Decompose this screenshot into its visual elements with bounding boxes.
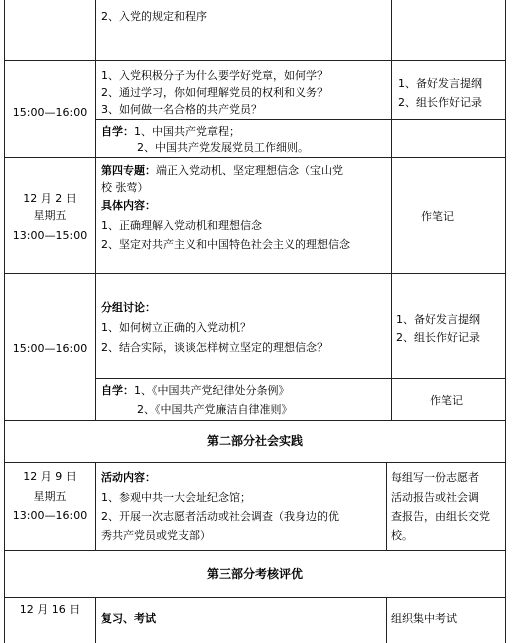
- border-left: [4, 0, 5, 643]
- row-line-2: [4, 157, 506, 158]
- row5-content-line-1: 1、参观中共一大会址纪念馆；: [101, 491, 251, 504]
- row5-subtitle: 活动内容：: [101, 471, 156, 484]
- row3-topic: [101, 162, 343, 179]
- row5-content-line-3: 秀共产党员或党支部）: [101, 529, 211, 542]
- row-line-4a: [95, 378, 506, 379]
- row2-content-line-2: 2、通过学习，你如何理解党员的权利和义务？: [101, 86, 328, 99]
- col-divider-1: [95, 0, 96, 420]
- row3-topic-text-2: 校 张莺）: [101, 181, 149, 194]
- col-divider-1c: [95, 597, 96, 643]
- col-divider-2c: [386, 597, 387, 643]
- row4-selfstudy-item-2: 2、《中国共产党廉洁自律准则》: [137, 403, 293, 416]
- border-right: [505, 0, 506, 643]
- col-divider-2: [391, 0, 392, 420]
- row4-subtitle: 分组讨论：: [101, 301, 156, 314]
- row2-selfstudy-item-2: 2、中国共产党发展党员工作细则。: [137, 141, 309, 154]
- row-line-1: [4, 60, 506, 61]
- row2-selfstudy: [101, 123, 240, 140]
- row2-content-line-3: 3、如何做一名合格的共产党员？: [101, 103, 262, 116]
- section-social-practice: 第二部分社会实践: [206, 434, 303, 448]
- row4-content-line-1: 1、如何树立正确的入党动机？: [101, 321, 251, 334]
- row3-topic-label: 第四专题：: [101, 164, 156, 177]
- row5-remark-line-2: 活动报告或社会调: [391, 491, 479, 504]
- row3-date: 12 月 2 日: [23, 192, 77, 205]
- row-line-2a: [95, 119, 506, 120]
- row6-date: 12 月 16 日: [19, 603, 81, 616]
- row6-remark: 组织集中考试: [391, 612, 457, 625]
- row4-selfstudy: [101, 382, 290, 399]
- row4-content-line-2: 2、结合实际，谈谈怎样树立坚定的理想信念？: [101, 341, 328, 354]
- row2-content-line-1: 1、入党积极分子为什么要学好党章，如何学？: [101, 69, 328, 82]
- row6-content: 复习、考试: [101, 612, 156, 625]
- row-line-5: [4, 462, 506, 463]
- row3-time: 13:00—15:00: [12, 229, 88, 242]
- row-line-6: [4, 550, 506, 551]
- row3-remark: 作笔记: [421, 210, 454, 223]
- row4-remark-1: 1、备好发言提纲: [396, 313, 480, 326]
- row4-self-remark: 作笔记: [430, 394, 463, 407]
- row3-topic-text: 端正入党动机、坚定理想信念（宝山党: [156, 164, 343, 177]
- section-assessment: 第三部分考核评优: [206, 567, 303, 581]
- row4-selfstudy-item-1: 1、《中国共产党纪律处分条例》: [134, 384, 290, 397]
- col-divider-1b: [95, 462, 96, 550]
- row4-selfstudy-label: 自学：: [101, 384, 134, 397]
- row5-remark-line-3: 查报告，由组长交党: [391, 510, 490, 523]
- row2-remark-2: 2、组长作好记录: [398, 96, 482, 109]
- row5-time: 13:00—16:00: [12, 509, 88, 522]
- row2-time: 15:00—16:00: [12, 106, 88, 119]
- row2-selfstudy-label: 自学：: [101, 125, 134, 138]
- col-divider-2b: [386, 462, 387, 550]
- row2-selfstudy-item-1: 1、中国共产党章程；: [134, 125, 240, 138]
- row5-content-line-2: 2、开展一次志愿者活动或社会调查（我身边的优: [101, 510, 339, 523]
- row3-subtitle: 具体内容：: [101, 199, 156, 212]
- row-line-3: [4, 273, 506, 274]
- row2-remark-1: 1、备好发言提纲: [398, 77, 482, 90]
- row5-remark-line-1: 每组写一份志愿者: [391, 471, 479, 484]
- row3-weekday: 星期五: [33, 209, 67, 222]
- row5-weekday: 星期五: [33, 490, 67, 503]
- row3-content-line-1: 1、正确理解入党动机和理想信念: [101, 219, 262, 232]
- row-line-4: [4, 420, 506, 421]
- row5-remark-line-4: 校。: [391, 529, 413, 542]
- row5-date: 12 月 9 日: [23, 470, 77, 483]
- row4-time: 15:00—16:00: [12, 342, 88, 355]
- row-line-7: [4, 597, 506, 598]
- row4-remark-2: 2、组长作好记录: [396, 331, 480, 344]
- row3-content-line-2: 2、坚定对共产主义和中国特色社会主义的理想信念: [101, 238, 350, 251]
- row1-content-line: 2、入党的规定和程序: [101, 10, 207, 23]
